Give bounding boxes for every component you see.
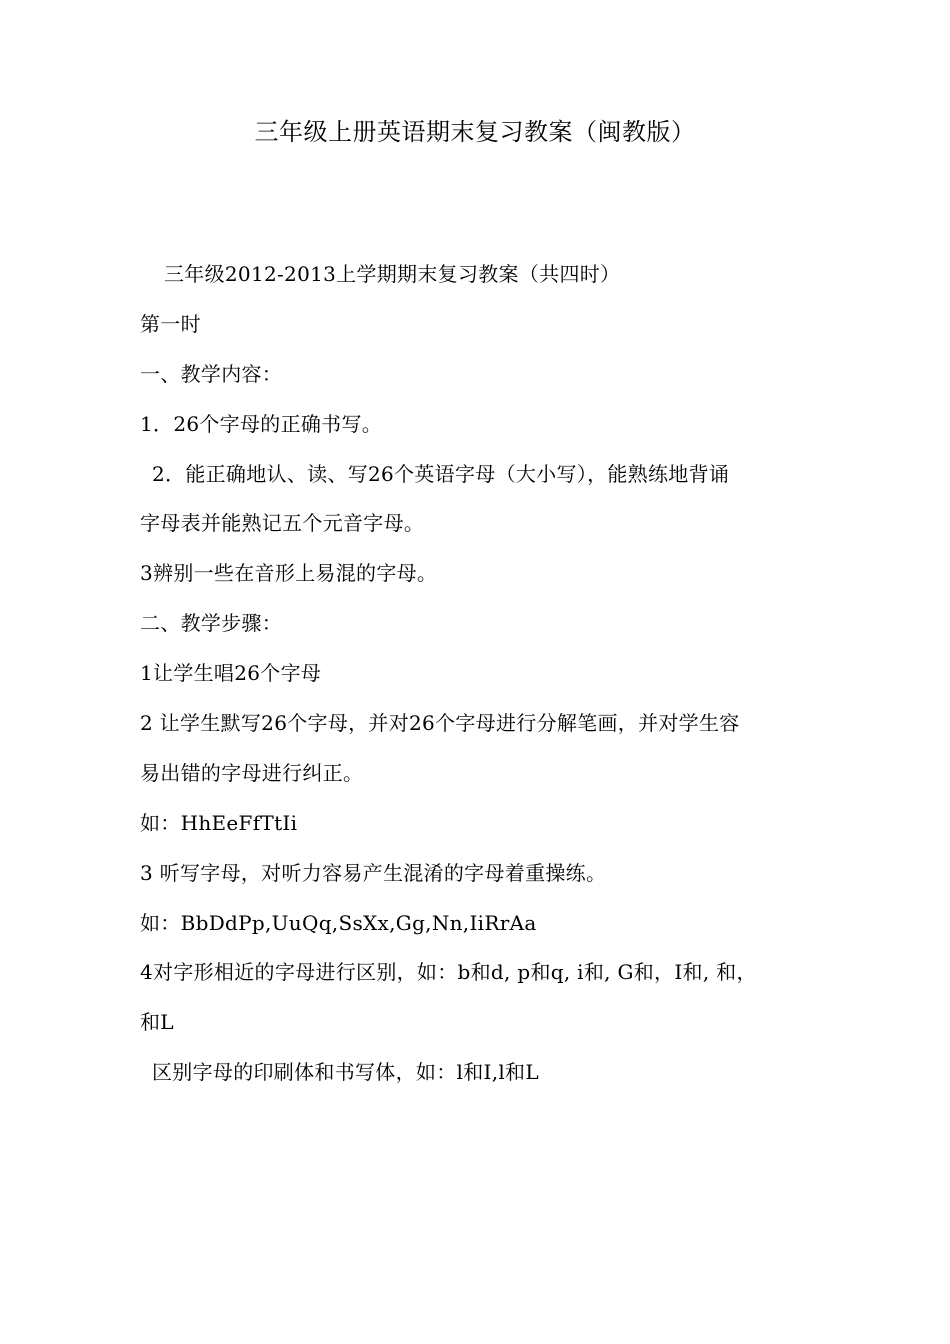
step-3: 3 听写字母，对听力容易产生混淆的字母着重操练。 <box>140 860 607 885</box>
step-4: 4对字形相近的字母进行区别，如：b和d, p和q, i和, G和，I和, 和， <box>140 960 757 985</box>
lesson-heading: 第一时 <box>140 311 201 336</box>
example-2: 如：BbDdPp,UuQq,SsXx,Gg,Nn,IiRrAa <box>140 910 537 935</box>
example-1: 如：HhEeFfTtIi <box>140 810 298 835</box>
content-item-1: 1．26个字母的正确书写。 <box>140 411 383 436</box>
content-item-2: 2．能正确地认、读、写26个英语字母（大小写），能熟练地背诵 <box>152 461 730 486</box>
step-2-continued: 易出错的字母进行纠正。 <box>140 760 364 785</box>
print-vs-handwriting: 区别字母的印刷体和书写体，如：l和I,l和L <box>152 1060 539 1085</box>
section-heading-steps: 二、教学步骤： <box>140 611 283 636</box>
subtitle-line: 三年级2012-2013上学期期末复习教案（共四时） <box>164 262 621 286</box>
content-item-2-continued: 字母表并能熟记五个元音字母。 <box>140 511 425 536</box>
document-title: 三年级上册英语期末复习教案（闽教版） <box>254 118 696 146</box>
step-2: 2 让学生默写26个字母，并对26个字母进行分解笔画，并对学生容 <box>140 711 740 736</box>
step-1: 1让学生唱26个字母 <box>140 661 322 686</box>
step-4-continued: 和L <box>140 1010 174 1035</box>
document-body <box>140 259 810 1107</box>
content-item-3: 3辨别一些在音形上易混的字母。 <box>140 561 438 586</box>
section-heading-content: 一、教学内容： <box>140 361 283 386</box>
